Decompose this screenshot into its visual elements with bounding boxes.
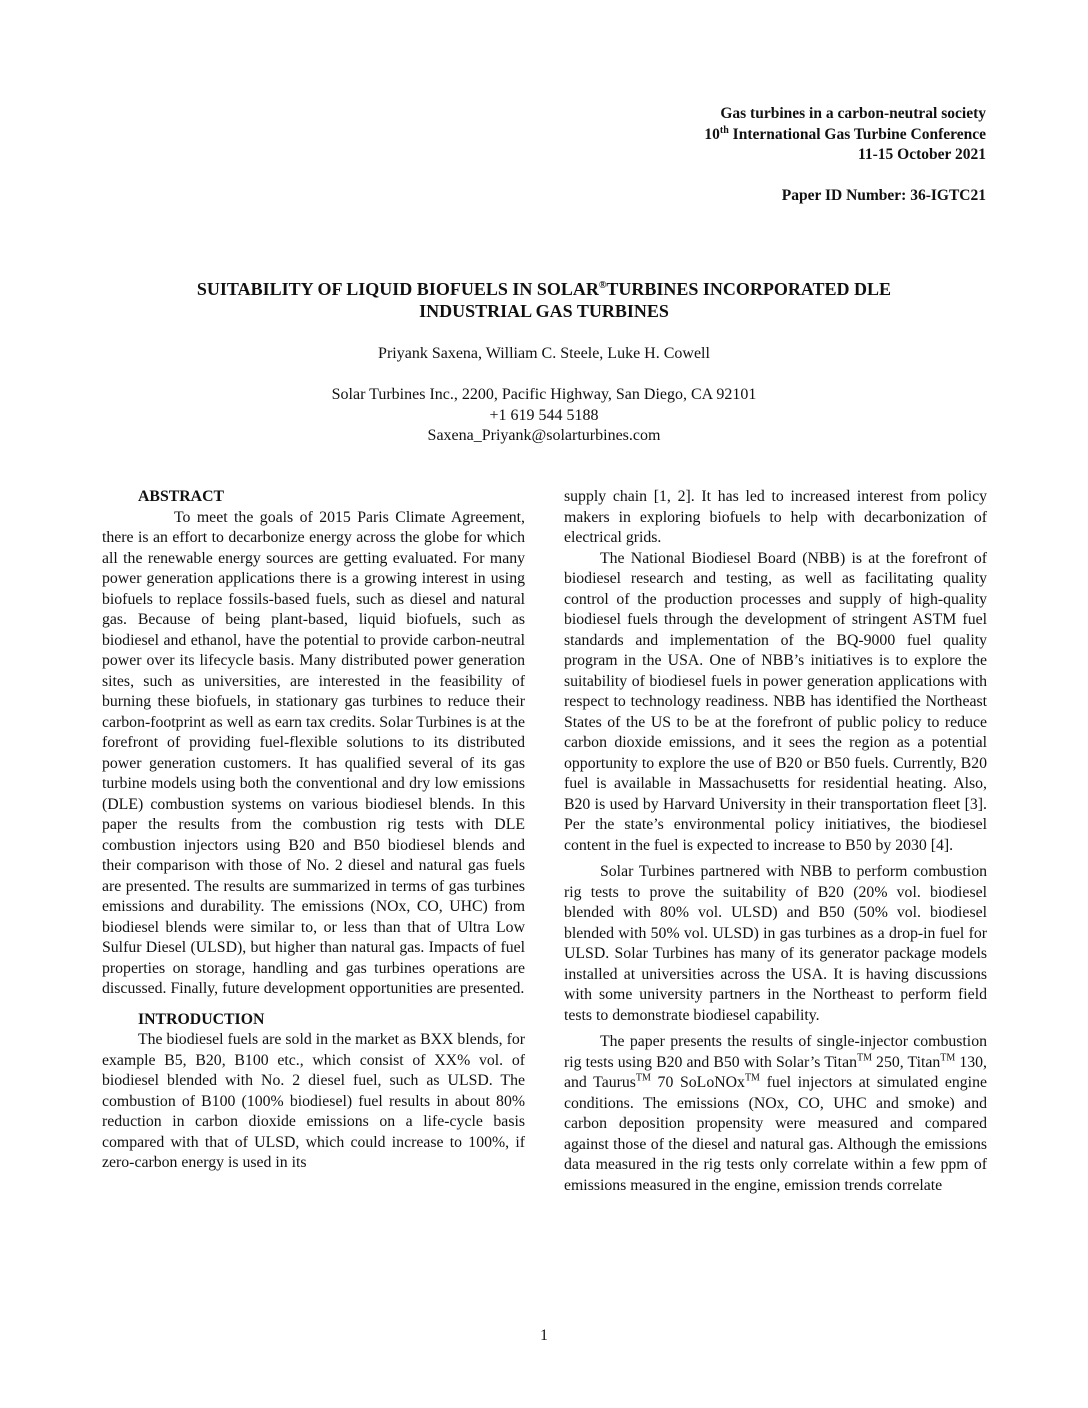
affiliation-address: Solar Turbines Inc., 2200, Pacific Highway, San Diego, CA 92101 <box>331 386 757 403</box>
page-number: 1 <box>540 1327 548 1344</box>
affiliation-email: Saxena_Priyank@solarturbines.com <box>427 427 661 444</box>
title-line-1: SUITABILITY OF LIQUID BIOFUELS IN SOLAR®TURBINES INCORPORATED DLE <box>196 279 892 299</box>
conference-dates: 11-15 October 2021 <box>857 146 986 163</box>
paper-title <box>100 278 988 322</box>
introduction-paragraph-1: The biodiesel fuels are sold in the market as BXX blends, for example B5, B20, B100 etc., which consist of XX% vol. of biodiesel blended with No. 2 diesel fuel, such as ULSD. The combustion of B100 (100% biodiesel) fuel results in about 80% reduction in carbon dioxide emissions on a life-cycle basis compared with that of ULSD, which could increase to 100%, if zero-carbon energy is used in its <box>102 1031 525 1171</box>
authors: Priyank Saxena, William C. Steele, Luke H. Cowell <box>378 345 710 362</box>
paper-id: Paper ID Number: 36-IGTC21 <box>781 187 986 204</box>
abstract-text: To meet the goals of 2015 Paris Climate Agreement, there is an effort to decarbonize energy across the globe for which all the renewable energy sources are getting evaluated. For many power generation applications there is a growing interest in using biofuels to replace fossils-based fuels, such as diesel and natural gas. Because of being plant-based, liquid biofuels, such as biodiesel and ethanol, have the potential to provide carbon-neutral power over its lifecycle basis. Many distributed power generation sites, such as universities, are interested in the feasibility of burning these biofuels, in stationary gas turbines to reduce their carbon-footprint as well as earn tax credits. Solar Turbines is at the forefront of providing fuel-flexible solutions to its distributed power generation customers. It has qualified several of its gas turbine models using both the conventional and dry low emissions (DLE) combustion systems on various biodiesel blends. In this paper the results from the combustion rig tests with DLE combustion injectors using B20 and B50 biodiesel blends and their comparison with those of No. 2 diesel and natural gas fuels are presented. The results are summarized in terms of gas turbines emissions and durability. The emissions (NOx, CO, UHC) from biodiesel blends were similar to, or less than that of Ultra Low Sulfur Diesel (ULSD), but higher than natural gas. Impacts of fuel properties on storage, handling and gas turbines operations are discussed. Finally, future development opportunities are presented. <box>102 508 525 997</box>
left-column <box>102 487 525 1174</box>
title-line-2: INDUSTRIAL GAS TURBINES <box>419 301 669 321</box>
affiliation-phone: +1 619 544 5188 <box>489 406 599 424</box>
introduction-paragraph-3: Solar Turbines partnered with NBB to perform combustion rig tests to prove the suitability of B20 (20% vol. biodiesel blended with 80% vol. ULSD) and B50 (50% vol. biodiesel blended with 50% vol. ULSD) in gas turbines as a drop-in fuel for ULSD. Solar Turbines has many of its generator package models installed at universities across the USA. It is having discussions with some university partners in the Northeast to perform field tests to demonstrate biodiesel capability. <box>564 863 987 1024</box>
conference-name: 10th International Gas Turbine Conference <box>704 124 986 143</box>
right-column <box>564 487 987 1196</box>
conference-theme: Gas turbines in a carbon-neutral society <box>720 105 986 122</box>
introduction-paragraph-4: The paper presents the results of single-injector combustion rig tests using B20 and B50 with Solar’s Titan™ 250, Titan™ 130, and Taurus™ 70 SoLoNOx™ fuel injectors at simulated engine conditions. The emissions (NOx, CO, UHC and smoke) and carbon deposition propensity were measured and compared against those of the diesel and natural gas. Although the emissions data measured in the rig tests only correlate within a few ppm of emissions measured in the engine, emission trends correlate <box>564 1033 987 1194</box>
abstract-heading: ABSTRACT <box>138 488 225 505</box>
introduction-heading: INTRODUCTION <box>138 1010 265 1028</box>
introduction-paragraph-2: The National Biodiesel Board (NBB) is at the forefront of biodiesel research and testing, as well as facilitating quality control of the production processes and supply of high-quality biodiesel fuels through the development of stringent ASTM fuel standards and implementation of the BQ-9000 fuel quality program in the USA. One of NBB’s initiatives is to explore the suitability of biodiesel fuels in power generation applications with respect to technology readiness. NBB has identified the Northeast States of the US to be at the forefront of public policy to reduce carbon dioxide emissions, and it sees the region as a potential opportunity to explore the use of B20 or B50 fuels. Currently, B20 fuel is available in Massachusetts for residential heating. Also, B20 is used by Harvard University in their transportation fleet [3]. Per the state’s environmental policy initiatives, the biodiesel content in the fuel is expected to increase to B50 by 2030 [4]. <box>564 549 987 854</box>
introduction-paragraph-1-continued: supply chain [1, 2]. It has led to increased interest from policy makers in exploring biofuels to help with decarbonization of electrical grids. <box>564 488 987 546</box>
affiliation <box>100 385 988 447</box>
conference-header <box>704 104 986 166</box>
